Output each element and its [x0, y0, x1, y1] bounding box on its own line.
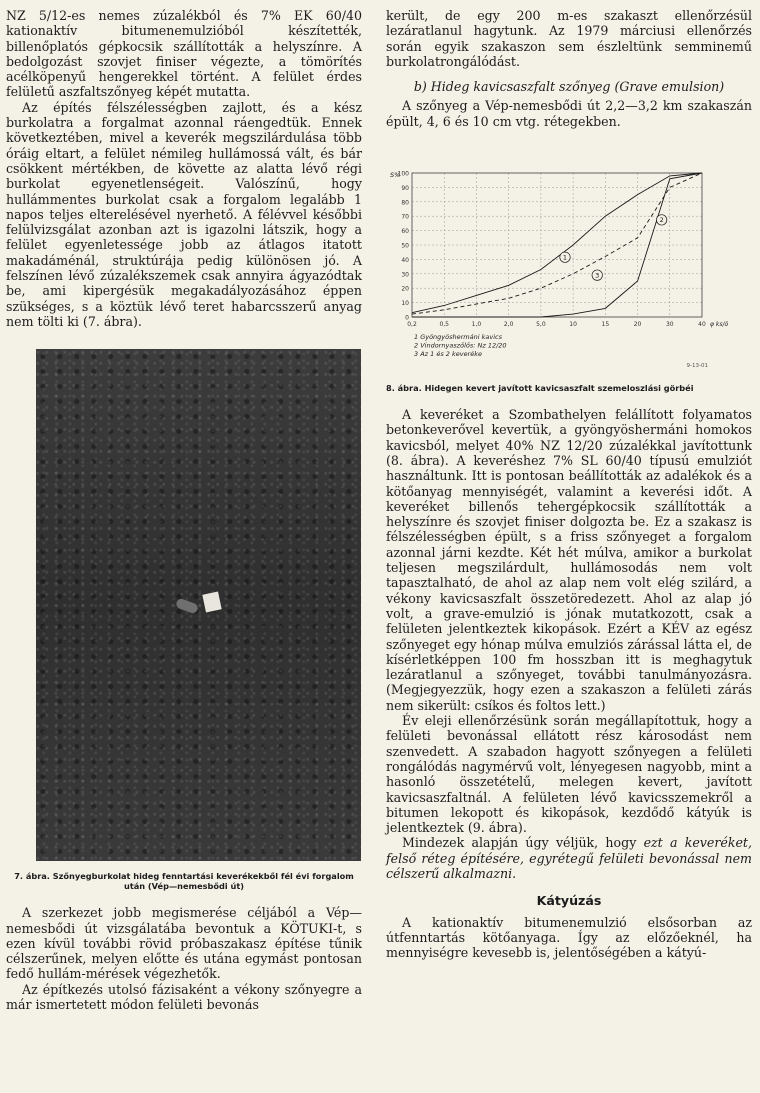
x-tick-label: 2,0 — [503, 321, 514, 329]
y-tick-label: 10 — [401, 300, 409, 308]
y-tick-label: 50 — [401, 242, 409, 250]
y-tick-label: 100 — [397, 170, 409, 178]
x-tick-label: 1,0 — [471, 321, 482, 329]
x-tick-label: 30 — [665, 321, 674, 329]
y-tick-label: 20 — [401, 285, 409, 293]
section-heading: Kátyúzás — [536, 893, 602, 909]
y-tick-label: 80 — [401, 199, 409, 207]
chart-axes — [412, 173, 702, 317]
y-tick-label: 70 — [401, 213, 409, 221]
y-axis-label: S% — [390, 171, 401, 180]
paragraph: A szőnyeg a Vép-nemesbődi út 2,2—3,2 km szakaszán épült, 4, 6 és 10 cm vtg. rétegekben. — [386, 98, 752, 129]
legend-entry: 2 Vindornyaszőlős: Nz 12/20 — [414, 341, 507, 350]
left-column — [6, 8, 362, 1012]
y-tick-label: 30 — [401, 271, 409, 279]
grading-chart — [386, 165, 752, 377]
paragraph: Az építkezés utolsó fázisaként a vékony szőnyegre a már ismertetett módon felületi bevonás — [6, 981, 362, 1013]
photo-object — [175, 598, 199, 615]
x-axis-unit: φ ks/ö — [710, 321, 729, 329]
figure-7-caption: 7. ábra. Szőnyegburkolat hideg fenntartási keverékekből fél évi forgalom után (Vép—nemesbődi út) — [14, 871, 354, 892]
x-tick-label: 10 — [569, 321, 577, 329]
y-tick-label: 0 — [405, 314, 409, 322]
legend-entry: 1 Gyöngyöshermáni kavics — [414, 333, 502, 342]
x-tick-label: 5,0 — [536, 321, 546, 329]
y-tick-label: 40 — [401, 256, 409, 264]
series-line-3 — [412, 173, 702, 314]
paragraph: Az építés félszélességben zajlott, és a kész burkolatra a forgalmat azonnal ráengedtük. Ennek következtében, mivel a keverék megszilárdulása több óráig eltart, a felület némileg hullámossá vált, és bár csökkent mértékben, de követte az alatta lévő régi burkolat egyenetlenségeit. Valószínű, hogy hullámmentes burkolat csak a forgalom legalább 1 napos teljes elterelésével nyerhető. A félévvel későbbi felülvizsgálat azonban azt is igazolni látszik, hogy a felület egyenletessége jobb az átlagos itatott makadáménál, struktúrája pedig különösen jó. A felszínen lévő zúzalékszemek csak annyira ágyazódtak be, ami kipergésük megakadályozásához éppen szükséges, s a köztük lévő teret habarcsszerű anyag nem tölti ki (7. ábra). — [6, 99, 362, 329]
y-tick-label: 90 — [401, 184, 409, 192]
paragraph: Év eleji ellenőrzésünk során megállapítottuk, hogy a felületi bevonással ellátott rész károsodást nem szenvedett. A szabadon hagyott szőnyegen a felületi rongálódás nagymérvű volt, lényegesen nagyobb, mint a hasonló összetételű, melegen kevert, javított kavicsaszfaltnál. A felületen lévő kavicsszemekről a bitumen lekopott és kikopások, kezdődő kátyúk is jelentkeztek (9. ábra). — [386, 713, 752, 836]
curve-label: 1 — [562, 253, 568, 262]
figure-8-caption: 8. ábra. Hidegen kevert javított kavicsaszfalt szemeloszlási görbéi — [386, 383, 694, 394]
figure-note: 9-13-01 — [686, 363, 708, 370]
curve-label: 2 — [659, 216, 664, 225]
right-column — [386, 8, 752, 960]
x-tick-label: 15 — [601, 321, 610, 329]
x-tick-label: 40 — [698, 321, 706, 329]
paragraph: A keveréket a Szombathelyen felállított folyamatos betonkeverővel kevertük, a gyöngyöshermáni homokos kavicsból, melyet 40% NZ 12/20 zúzalékkal javítottunk (8. ábra). A keveréshez 7% SL 60/40 típusú emulziót használtunk. Itt is pontosan beállították az adalékok és a kötőanyag mennyiségét, valamint a keverési időt. A keveréket billenős tehergépkocsik szállították a helyszínre és szovjet finiser dolgozta be. Ez a szakasz is félszélességben épült, s a friss szőnyeget a forgalom azonnal járni kezdte. Két hét múlva, amikor a burkolat teljesen megszilárdult, hullámosodás nem volt tapasztalható, de ahol az alap nem volt elég szilárd, a vékony kavicsaszfalt összetöredezett. Ahol az alap jó volt, a grave-emulzió is jónak mutatkozott, csak a felületen jelentkeztek kikopások. Ezért a KÉV az egész szőnyeget egy hónap múlva emulziós zárással látta el, de kísérletképpen 100 fm hosszban itt is meghagytuk lezáratlanul a szőnyeget, további tanulmányozásra. (Megjegyezzük, hogy ezen a szakaszon a felületi zárás nem sikerült: csíkos és foltos lett.) — [386, 407, 752, 713]
curve-label: 3 — [595, 271, 600, 280]
photo-label-card — [202, 592, 221, 613]
x-tick-label: 0,2 — [407, 321, 417, 329]
emphasized-text: ezt a keveréket, felső réteg építésére, egyrétegű felületi bevonással nem célszerű alkalmazni. — [386, 835, 752, 881]
paragraph — [386, 835, 752, 881]
section-subheading: b) Hideg kavicsaszfalt szőnyeg (Grave emulsion) — [413, 79, 725, 95]
y-tick-label: 60 — [401, 228, 409, 236]
paragraph: A szerkezet jobb megismerése céljából a Vép—nemesbődi út vizsgálatába bevontuk a KÖTUKI-t, s ezen kívül további rövid próbaszakasz építése tűnik célszerűnek, melyen előtte és utána egymást pontosan fedő hullám-mérések végezhetők. — [6, 905, 362, 982]
chart-labels — [390, 171, 728, 370]
x-tick-label: 0,5 — [439, 321, 449, 329]
x-tick-label: 20 — [633, 321, 642, 329]
road-surface-photo — [36, 349, 361, 861]
legend-entry: 3 Az 1 és 2 keveréke — [414, 350, 483, 359]
paragraph: NZ 5/12-es nemes zúzalékból és 7% EK 60/40 kationaktív bitumenemulzióból készítették, billenőplatós gépkocsik szállították a helyszínre. A bedolgozást szovjet finiser végezte, a tömörítés acélköpenyű hengerekkel történt. A felület érdes felületű aszfaltszőnyeg képét mutatta. — [6, 8, 362, 100]
paragraph: került, de egy 200 m-es szakaszt ellenőrzésül lezáratlanul hagytunk. Az 1979 márciusi ellenőrzés során egyik szakaszon sem észleltünk semminemű burkolatrongálódást. — [386, 8, 752, 69]
series-line-1 — [412, 173, 702, 313]
text-run: Mindezek alapján úgy véljük, hogy — [402, 835, 644, 851]
paragraph: A kationaktív bitumenemulzió elsősorban az útfenntartás kötőanyaga. Így az előzőeknél, ha mennyiségre kevesebb is, jelentőségében a kátyú- — [386, 914, 752, 961]
